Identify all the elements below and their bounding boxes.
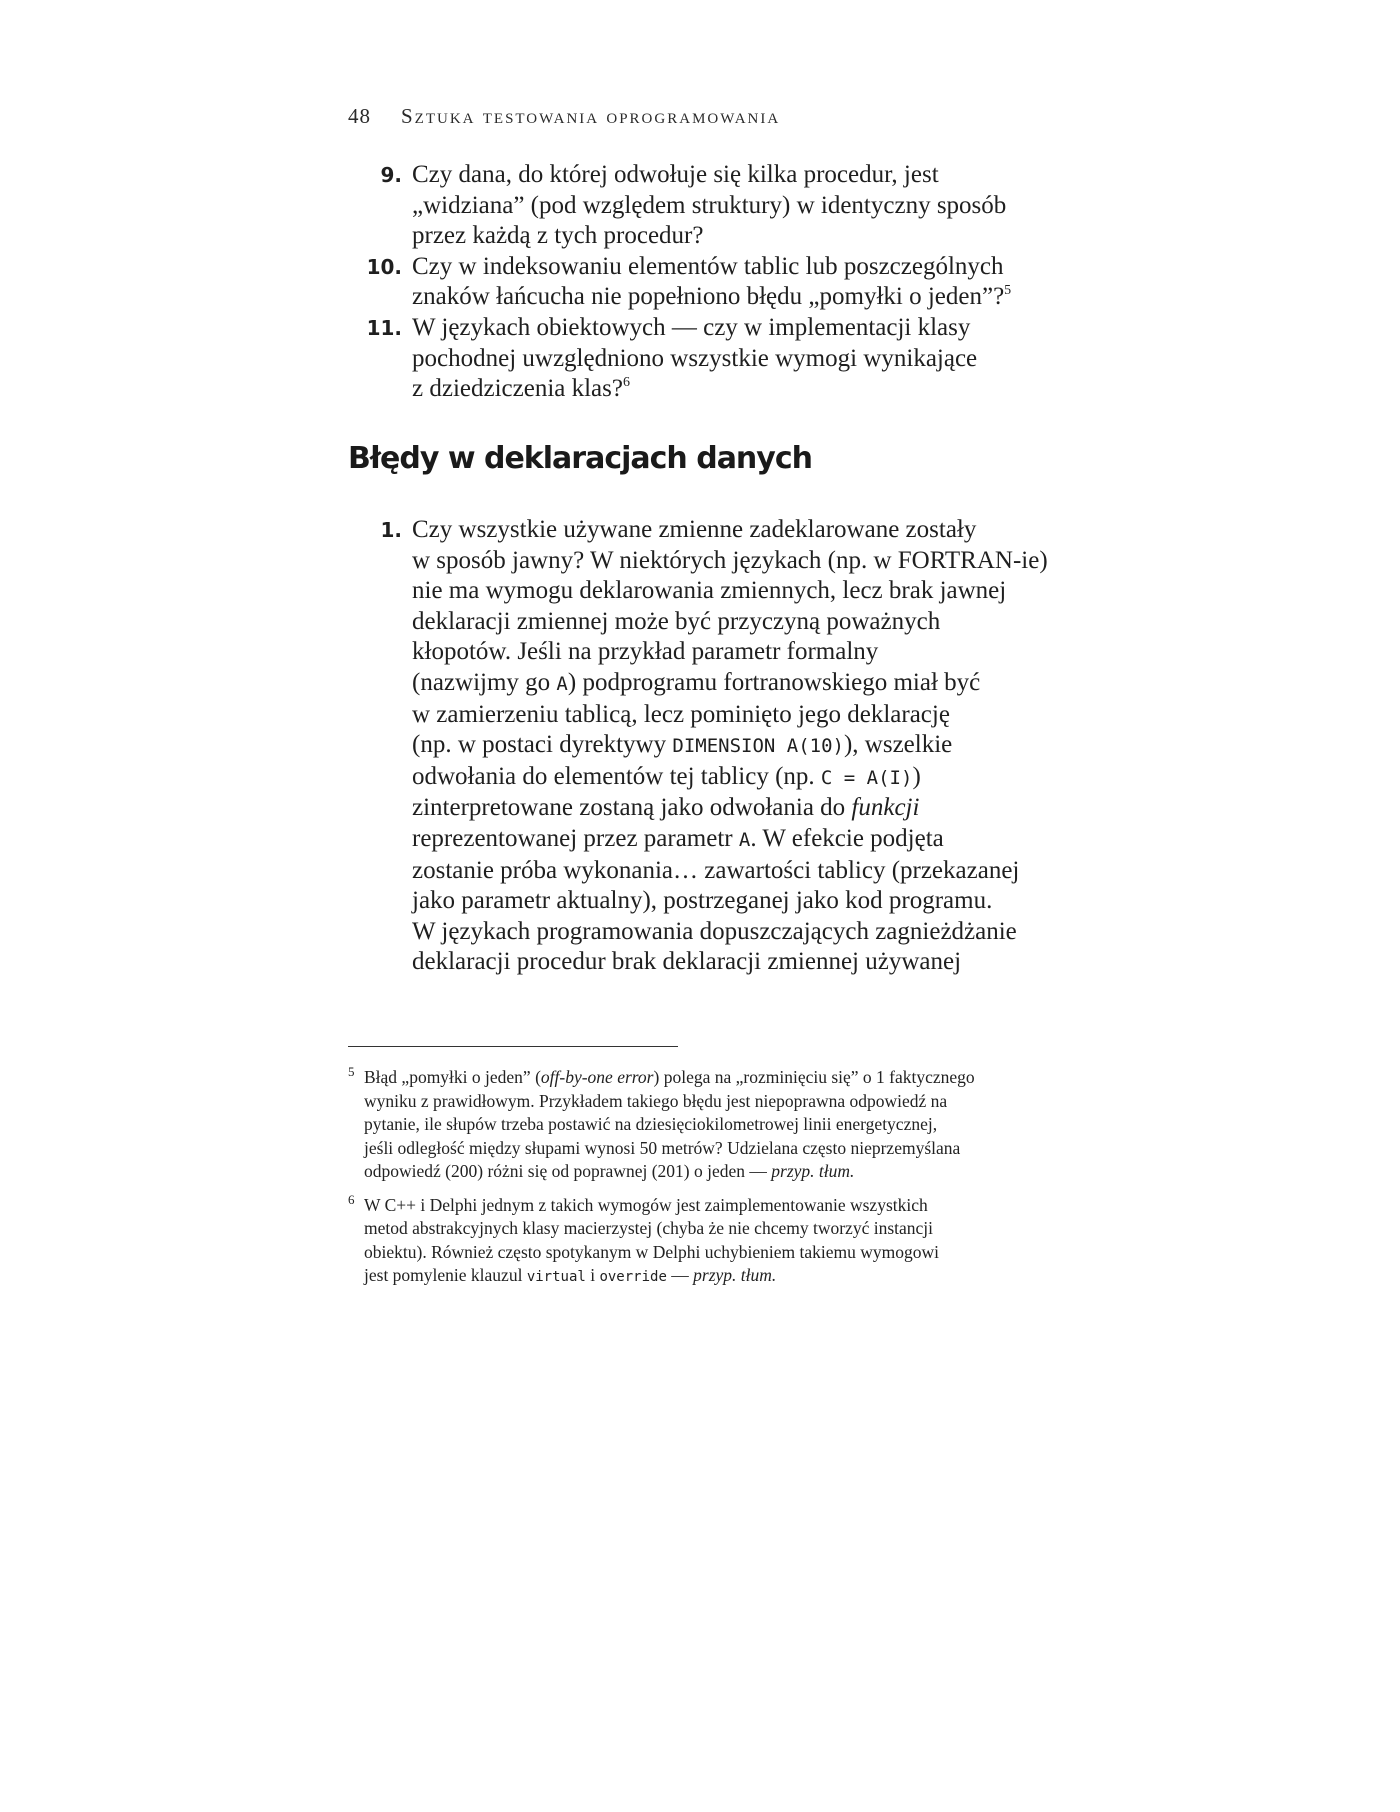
emphasis: off-by-one error [540,1067,654,1087]
item-line: zostanie próba wykonania… zawartości tablicy (przekazanej [412,856,1020,884]
footnote-line: jest pomylenie klauzul virtual i override — przyp. tłum. [364,1265,777,1285]
inline-code: A [738,828,751,851]
item-line: W językach programowania dopuszczających zagnieżdżanie [412,917,1017,945]
item-marker: 10. [366,254,402,279]
section-heading: Błędy w deklaracjach danych [348,441,812,476]
footnote-ref[interactable]: 5 [1004,283,1012,299]
item-line: w sposób jawny? W niektórych językach (np. w FORTRAN-ie) [412,546,1048,574]
footnote-divider [348,1046,678,1047]
list-item [340,160,1040,252]
footnote-line: obiektu). Również często spotykanym w Delphi uchybieniem takiemu wymogowi [364,1241,939,1262]
item-line: jako parametr aktualny), postrzeganej jako kod programu. [412,887,993,915]
emphasis: przyp. tłum. [693,1265,777,1285]
inline-code: DIMENSION A(10) [672,735,844,758]
emphasis: funkcji [851,794,920,822]
list-item [340,252,1040,313]
item-marker: 11. [366,315,402,340]
item-line: (np. w postaci dyrektywy DIMENSION A(10)), wszelkie [412,731,953,759]
page-number: 48 [348,104,371,128]
item-line: deklaracji zmiennej może być przyczyną poważnych [412,607,941,635]
item-line: Czy dana, do której odwołuje się kilka procedur, jest [412,161,939,188]
footnote-6 [348,1191,1048,1290]
item-line: znaków łańcucha nie popełniono błędu „pomyłki o jeden”?$^5$ [412,283,1012,311]
footnote-line: wyniku z prawidłowym. Przykładem takiego błędu jest niepoprawna odpowiedź na [364,1090,948,1111]
item-marker: 1. [380,518,402,542]
footnote-line: Błąd „pomyłki o jeden” (off-by-one error) polega na „rozminięciu się” o 1 faktycznego [364,1067,975,1087]
footnote-line: jeśli odległość między słupami wynosi 50 metrów? Udzielana często nieprzemyślana [364,1137,961,1158]
footnote-marker: 6 [348,1191,355,1207]
footnote-ref[interactable]: 6 [622,375,630,391]
emphasis: przyp. tłum. [771,1161,855,1181]
inline-code: A [556,672,568,695]
item-line: przez każdą z tych procedur? [412,222,704,250]
checklist-continued [340,160,1040,405]
item-line: „widziana” (pod względem struktury) w identyczny sposób [412,191,1007,219]
item-marker: 9. [380,163,402,187]
footnote-5 [348,1066,1048,1184]
list-item [340,515,1048,978]
item-line: nie ma wymogu deklarowania zmiennych, lecz brak jawnej [412,577,1007,605]
inline-code: override [599,1269,667,1285]
footnote-marker: 5 [348,1064,355,1079]
footnote-line: pytanie, ile słupów trzeba postawić na dziesięciokilometrowej linii energetycznej, [364,1114,938,1134]
item-line: z dziedziczenia klas?$^6$ [412,375,630,403]
item-line: reprezentowanej przez parametr A. W efekcie podjęta [412,824,944,852]
item-line: w zamierzeniu tablicą, lecz pominięto jego deklarację [412,700,950,728]
list-item [340,313,1040,405]
footnotes [348,1066,1048,1300]
book-title: Sztuka testowania oprogramowania [401,104,781,128]
item-line: (nazwijmy go A) podprogramu fortranowskiego miał być [412,668,981,696]
item-line: Czy w indeksowaniu elementów tablic lub poszczególnych [412,252,1004,280]
item-line: Czy wszystkie używane zmienne zadeklarowane zostały [412,516,977,543]
inline-code: virtual [526,1269,586,1285]
footnote-line: metod abstrakcyjnych klasy macierzystej (chyba że nie chcemy tworzyć instancji [364,1218,934,1238]
item-line: odwołania do elementów tej tablicy (np. C = A(I)) [412,762,921,790]
item-line: W językach obiektowych — czy w implementacji klasy [412,313,971,341]
item-line: deklaracji procedur brak deklaracji zmiennej używanej [412,948,962,976]
inline-code: C = A(I) [820,766,913,789]
item-line: kłopotów. Jeśli na przykład parametr formalny [412,638,879,666]
running-head [348,104,1048,129]
item-line: pochodnej uwzględniono wszystkie wymogi wynikające [412,344,978,372]
checklist-declarations [340,515,1048,978]
item-line: zinterpretowane zostaną jako odwołania do funkcji [412,794,920,822]
footnote-line: W C++ i Delphi jednym z takich wymogów jest zaimplementowanie wszystkich [364,1194,928,1215]
footnote-line: odpowiedź (200) różni się od poprawnej (201) o jeden — przyp. tłum. [364,1161,855,1181]
